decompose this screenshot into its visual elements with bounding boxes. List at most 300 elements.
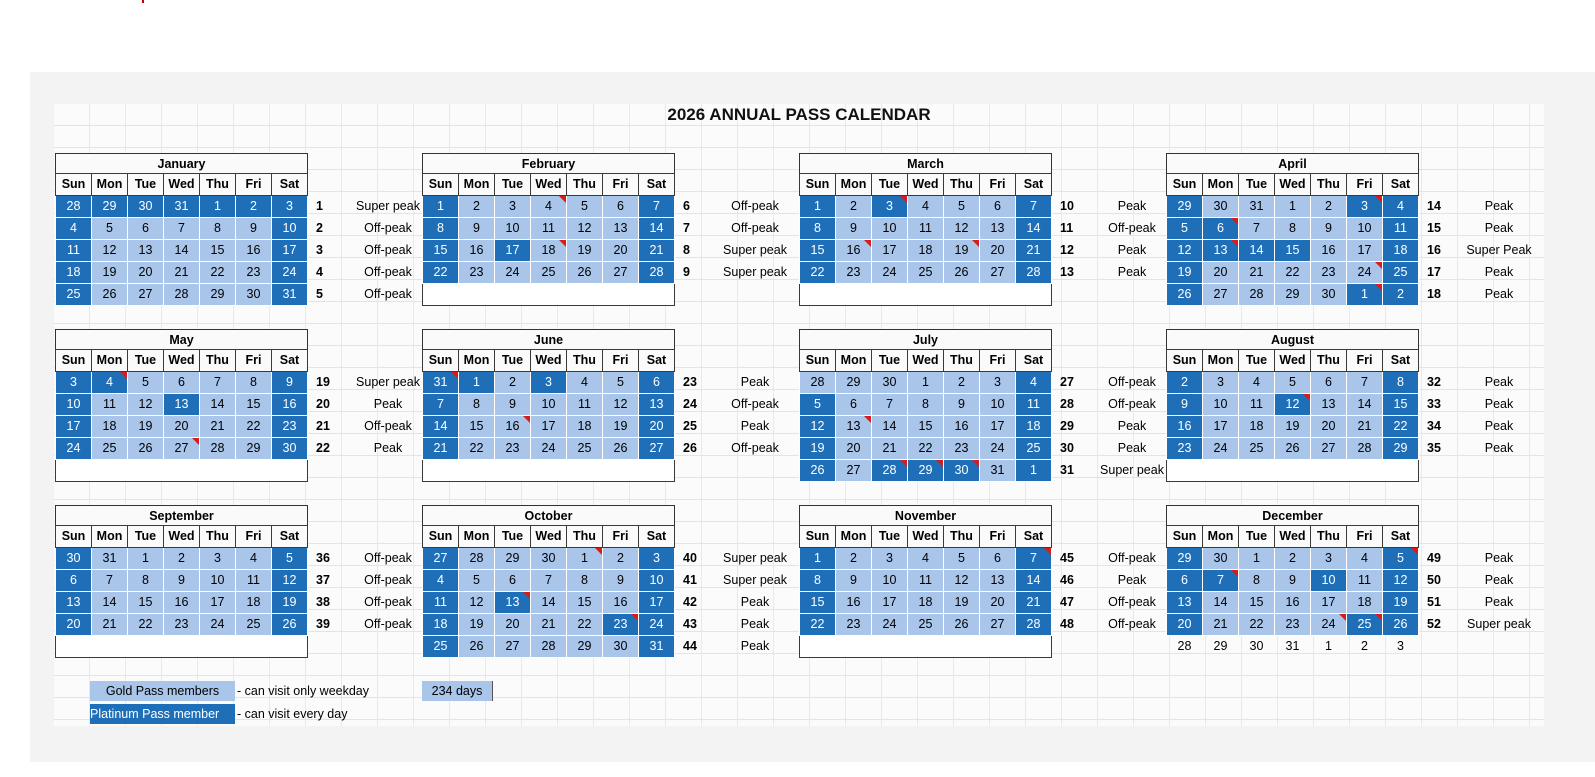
day-cell[interactable]: 2 [1167, 372, 1203, 394]
day-cell[interactable]: 4 [531, 196, 567, 218]
day-cell[interactable]: 19 [272, 592, 308, 614]
day-cell[interactable]: 31 [639, 636, 675, 658]
day-cell[interactable]: 25 [92, 438, 128, 460]
day-cell[interactable]: 20 [980, 240, 1016, 262]
day-cell[interactable]: 28 [639, 262, 675, 284]
day-cell[interactable]: 29 [495, 548, 531, 570]
day-cell[interactable]: 29 [236, 438, 272, 460]
day-cell[interactable]: 29 [836, 372, 872, 394]
day-cell[interactable]: 23 [836, 262, 872, 284]
day-cell[interactable]: 5 [1167, 218, 1203, 240]
day-cell[interactable]: 16 [1167, 416, 1203, 438]
day-cell[interactable]: 26 [272, 614, 308, 636]
day-cell[interactable]: 19 [800, 438, 836, 460]
day-cell[interactable]: 2 [1275, 548, 1311, 570]
day-cell[interactable]: 23 [836, 614, 872, 636]
day-cell[interactable]: 29 [908, 460, 944, 482]
day-cell[interactable]: 29 [1167, 548, 1203, 570]
day-cell[interactable]: 24 [872, 614, 908, 636]
day-cell[interactable]: 1 [1275, 196, 1311, 218]
day-cell[interactable]: 13 [639, 394, 675, 416]
day-cell[interactable]: 24 [272, 262, 308, 284]
day-cell[interactable]: 31 [980, 460, 1016, 482]
day-cell[interactable]: 11 [423, 592, 459, 614]
day-cell[interactable]: 22 [423, 262, 459, 284]
day-cell[interactable]: 21 [1239, 262, 1275, 284]
day-cell[interactable]: 15 [459, 416, 495, 438]
day-cell[interactable]: 17 [1203, 416, 1239, 438]
day-cell[interactable]: 20 [836, 438, 872, 460]
day-cell[interactable]: 8 [908, 394, 944, 416]
day-cell[interactable]: 5 [1383, 548, 1419, 570]
day-cell[interactable]: 7 [531, 570, 567, 592]
day-cell[interactable]: 26 [1167, 284, 1203, 306]
day-cell[interactable]: 21 [531, 614, 567, 636]
day-cell[interactable]: 7 [1239, 218, 1275, 240]
day-cell[interactable]: 23 [944, 438, 980, 460]
day-cell[interactable]: 11 [531, 218, 567, 240]
day-cell[interactable]: 19 [567, 240, 603, 262]
day-cell[interactable]: 16 [1311, 240, 1347, 262]
day-cell[interactable]: 21 [1016, 240, 1052, 262]
day-cell[interactable]: 14 [1016, 218, 1052, 240]
day-cell[interactable]: 29 [92, 196, 128, 218]
day-cell[interactable]: 11 [908, 570, 944, 592]
day-cell[interactable]: 18 [423, 614, 459, 636]
day-cell[interactable]: 7 [872, 394, 908, 416]
day-cell[interactable]: 4 [1347, 548, 1383, 570]
day-cell[interactable]: 1 [800, 196, 836, 218]
day-cell[interactable]: 30 [1249, 639, 1264, 654]
day-cell[interactable]: 26 [944, 614, 980, 636]
day-cell[interactable]: 25 [56, 284, 92, 306]
day-cell[interactable]: 16 [459, 240, 495, 262]
day-cell[interactable]: 8 [423, 218, 459, 240]
day-cell[interactable]: 9 [236, 218, 272, 240]
day-cell[interactable]: 19 [944, 240, 980, 262]
day-cell[interactable]: 14 [164, 240, 200, 262]
day-cell[interactable]: 22 [1275, 262, 1311, 284]
day-cell[interactable]: 5 [459, 570, 495, 592]
day-cell[interactable]: 13 [1203, 240, 1239, 262]
day-cell[interactable]: 23 [236, 262, 272, 284]
day-cell[interactable]: 20 [639, 416, 675, 438]
day-cell[interactable]: 24 [872, 262, 908, 284]
day-cell[interactable]: 25 [423, 636, 459, 658]
day-cell[interactable]: 24 [980, 438, 1016, 460]
day-cell[interactable]: 18 [908, 240, 944, 262]
day-cell[interactable]: 5 [944, 548, 980, 570]
day-cell[interactable]: 12 [800, 416, 836, 438]
day-cell[interactable]: 2 [164, 548, 200, 570]
day-cell[interactable]: 11 [92, 394, 128, 416]
day-cell[interactable]: 3 [1203, 372, 1239, 394]
day-cell[interactable]: 1 [459, 372, 495, 394]
day-cell[interactable]: 1 [1016, 460, 1052, 482]
day-cell[interactable]: 22 [908, 438, 944, 460]
day-cell[interactable]: 26 [603, 438, 639, 460]
day-cell[interactable]: 31 [423, 372, 459, 394]
day-cell[interactable]: 6 [56, 570, 92, 592]
day-cell[interactable]: 14 [200, 394, 236, 416]
day-cell[interactable]: 12 [603, 394, 639, 416]
day-cell[interactable]: 17 [872, 240, 908, 262]
day-cell[interactable]: 3 [1397, 639, 1404, 654]
day-cell[interactable]: 4 [56, 218, 92, 240]
day-cell[interactable]: 28 [459, 548, 495, 570]
day-cell[interactable]: 1 [1239, 548, 1275, 570]
day-cell[interactable]: 26 [1275, 438, 1311, 460]
day-cell[interactable]: 10 [872, 218, 908, 240]
day-cell[interactable]: 24 [1347, 262, 1383, 284]
day-cell[interactable]: 20 [1167, 614, 1203, 636]
day-cell[interactable]: 3 [980, 372, 1016, 394]
day-cell[interactable]: 9 [164, 570, 200, 592]
day-cell[interactable]: 17 [56, 416, 92, 438]
day-cell[interactable]: 12 [92, 240, 128, 262]
day-cell[interactable]: 24 [56, 438, 92, 460]
day-cell[interactable]: 9 [1167, 394, 1203, 416]
day-cell[interactable]: 15 [200, 240, 236, 262]
day-cell[interactable]: 13 [128, 240, 164, 262]
day-cell[interactable]: 27 [639, 438, 675, 460]
day-cell[interactable]: 29 [200, 284, 236, 306]
day-cell[interactable]: 6 [1203, 218, 1239, 240]
day-cell[interactable]: 28 [872, 460, 908, 482]
day-cell[interactable]: 7 [200, 372, 236, 394]
day-cell[interactable]: 23 [495, 438, 531, 460]
day-cell[interactable]: 7 [1016, 196, 1052, 218]
day-cell[interactable]: 16 [272, 394, 308, 416]
day-cell[interactable]: 15 [423, 240, 459, 262]
day-cell[interactable]: 18 [531, 240, 567, 262]
day-cell[interactable]: 2 [459, 196, 495, 218]
day-cell[interactable]: 6 [639, 372, 675, 394]
day-cell[interactable]: 1 [567, 548, 603, 570]
day-cell[interactable]: 8 [800, 218, 836, 240]
day-cell[interactable]: 9 [1311, 218, 1347, 240]
day-cell[interactable]: 13 [495, 592, 531, 614]
day-cell[interactable]: 18 [1239, 416, 1275, 438]
day-cell[interactable]: 4 [423, 570, 459, 592]
day-cell[interactable]: 5 [92, 218, 128, 240]
day-cell[interactable]: 18 [1347, 592, 1383, 614]
day-cell[interactable]: 4 [236, 548, 272, 570]
day-cell[interactable]: 12 [1167, 240, 1203, 262]
day-cell[interactable]: 26 [800, 460, 836, 482]
day-cell[interactable]: 7 [1347, 372, 1383, 394]
day-cell[interactable]: 13 [980, 570, 1016, 592]
day-cell[interactable]: 16 [1275, 592, 1311, 614]
day-cell[interactable]: 24 [531, 438, 567, 460]
day-cell[interactable]: 12 [944, 218, 980, 240]
day-cell[interactable]: 25 [1239, 438, 1275, 460]
day-cell[interactable]: 8 [200, 218, 236, 240]
day-cell[interactable]: 12 [459, 592, 495, 614]
day-cell[interactable]: 15 [128, 592, 164, 614]
day-cell[interactable]: 29 [1383, 438, 1419, 460]
day-cell[interactable]: 14 [531, 592, 567, 614]
day-cell[interactable]: 2 [1361, 639, 1368, 654]
day-cell[interactable]: 16 [495, 416, 531, 438]
day-cell[interactable]: 19 [92, 262, 128, 284]
day-cell[interactable]: 20 [1203, 262, 1239, 284]
day-cell[interactable]: 7 [164, 218, 200, 240]
day-cell[interactable]: 2 [603, 548, 639, 570]
day-cell[interactable]: 19 [944, 592, 980, 614]
day-cell[interactable]: 29 [1213, 639, 1228, 654]
day-cell[interactable]: 28 [1016, 262, 1052, 284]
day-cell[interactable]: 22 [1239, 614, 1275, 636]
day-cell[interactable]: 20 [980, 592, 1016, 614]
day-cell[interactable]: 27 [495, 636, 531, 658]
day-cell[interactable]: 4 [1383, 196, 1419, 218]
day-cell[interactable]: 8 [1275, 218, 1311, 240]
day-cell[interactable]: 19 [603, 416, 639, 438]
day-cell[interactable]: 15 [800, 592, 836, 614]
day-cell[interactable]: 18 [908, 592, 944, 614]
day-cell[interactable]: 25 [1383, 262, 1419, 284]
day-cell[interactable]: 9 [836, 218, 872, 240]
day-cell[interactable]: 21 [1016, 592, 1052, 614]
day-cell[interactable]: 15 [800, 240, 836, 262]
day-cell[interactable]: 18 [92, 416, 128, 438]
day-cell[interactable]: 6 [980, 548, 1016, 570]
day-cell[interactable]: 17 [1311, 592, 1347, 614]
day-cell[interactable]: 31 [164, 196, 200, 218]
day-cell[interactable]: 14 [423, 416, 459, 438]
day-cell[interactable]: 23 [459, 262, 495, 284]
day-cell[interactable]: 10 [200, 570, 236, 592]
day-cell[interactable]: 17 [495, 240, 531, 262]
day-cell[interactable]: 2 [836, 196, 872, 218]
day-cell[interactable]: 7 [1203, 570, 1239, 592]
day-cell[interactable]: 31 [1239, 196, 1275, 218]
day-cell[interactable]: 16 [836, 592, 872, 614]
day-cell[interactable]: 10 [1311, 570, 1347, 592]
day-cell[interactable]: 3 [872, 196, 908, 218]
day-cell[interactable]: 22 [236, 416, 272, 438]
day-cell[interactable]: 4 [908, 196, 944, 218]
day-cell[interactable]: 12 [272, 570, 308, 592]
day-cell[interactable]: 23 [1311, 262, 1347, 284]
day-cell[interactable]: 15 [1275, 240, 1311, 262]
day-cell[interactable]: 25 [908, 614, 944, 636]
day-cell[interactable]: 27 [423, 548, 459, 570]
day-cell[interactable]: 25 [567, 438, 603, 460]
day-cell[interactable]: 19 [128, 416, 164, 438]
day-cell[interactable]: 23 [603, 614, 639, 636]
day-cell[interactable]: 26 [459, 636, 495, 658]
day-cell[interactable]: 18 [1016, 416, 1052, 438]
day-cell[interactable]: 10 [495, 218, 531, 240]
day-cell[interactable]: 29 [1275, 284, 1311, 306]
day-cell[interactable]: 19 [1275, 416, 1311, 438]
day-cell[interactable]: 25 [531, 262, 567, 284]
day-cell[interactable]: 10 [980, 394, 1016, 416]
day-cell[interactable]: 7 [639, 196, 675, 218]
day-cell[interactable]: 22 [800, 614, 836, 636]
day-cell[interactable]: 21 [200, 416, 236, 438]
day-cell[interactable]: 3 [56, 372, 92, 394]
day-cell[interactable]: 28 [200, 438, 236, 460]
day-cell[interactable]: 9 [603, 570, 639, 592]
day-cell[interactable]: 22 [567, 614, 603, 636]
day-cell[interactable]: 7 [92, 570, 128, 592]
day-cell[interactable]: 30 [128, 196, 164, 218]
day-cell[interactable]: 8 [236, 372, 272, 394]
day-cell[interactable]: 23 [1167, 438, 1203, 460]
day-cell[interactable]: 12 [944, 570, 980, 592]
day-cell[interactable]: 2 [944, 372, 980, 394]
day-cell[interactable]: 9 [944, 394, 980, 416]
day-cell[interactable]: 29 [1167, 196, 1203, 218]
day-cell[interactable]: 8 [800, 570, 836, 592]
day-cell[interactable]: 10 [639, 570, 675, 592]
day-cell[interactable]: 4 [1016, 372, 1052, 394]
day-cell[interactable]: 24 [639, 614, 675, 636]
day-cell[interactable]: 9 [495, 394, 531, 416]
day-cell[interactable]: 14 [1016, 570, 1052, 592]
day-cell[interactable]: 25 [908, 262, 944, 284]
day-cell[interactable]: 5 [272, 548, 308, 570]
day-cell[interactable]: 24 [200, 614, 236, 636]
day-cell[interactable]: 20 [495, 614, 531, 636]
day-cell[interactable]: 27 [1311, 438, 1347, 460]
day-cell[interactable]: 30 [603, 636, 639, 658]
day-cell[interactable]: 14 [92, 592, 128, 614]
day-cell[interactable]: 8 [1383, 372, 1419, 394]
day-cell[interactable]: 5 [567, 196, 603, 218]
day-cell[interactable]: 16 [164, 592, 200, 614]
day-cell[interactable]: 26 [567, 262, 603, 284]
day-cell[interactable]: 3 [1311, 548, 1347, 570]
day-cell[interactable]: 4 [1239, 372, 1275, 394]
day-cell[interactable]: 17 [1347, 240, 1383, 262]
day-cell[interactable]: 16 [836, 240, 872, 262]
day-cell[interactable]: 12 [1383, 570, 1419, 592]
day-cell[interactable]: 9 [272, 372, 308, 394]
day-cell[interactable]: 27 [164, 438, 200, 460]
day-cell[interactable]: 21 [1203, 614, 1239, 636]
day-cell[interactable]: 30 [872, 372, 908, 394]
day-cell[interactable]: 27 [128, 284, 164, 306]
day-cell[interactable]: 20 [56, 614, 92, 636]
day-cell[interactable]: 23 [272, 416, 308, 438]
day-cell[interactable]: 27 [603, 262, 639, 284]
day-cell[interactable]: 5 [603, 372, 639, 394]
day-cell[interactable]: 28 [1239, 284, 1275, 306]
day-cell[interactable]: 30 [272, 438, 308, 460]
day-cell[interactable]: 15 [1239, 592, 1275, 614]
day-cell[interactable]: 8 [459, 394, 495, 416]
day-cell[interactable]: 13 [1311, 394, 1347, 416]
day-cell[interactable]: 13 [836, 416, 872, 438]
day-cell[interactable]: 23 [164, 614, 200, 636]
day-cell[interactable]: 28 [1016, 614, 1052, 636]
day-cell[interactable]: 15 [908, 416, 944, 438]
day-cell[interactable]: 13 [980, 218, 1016, 240]
day-cell[interactable]: 22 [800, 262, 836, 284]
day-cell[interactable]: 6 [164, 372, 200, 394]
day-cell[interactable]: 12 [1275, 394, 1311, 416]
day-cell[interactable]: 6 [836, 394, 872, 416]
day-cell[interactable]: 6 [495, 570, 531, 592]
day-cell[interactable]: 25 [1016, 438, 1052, 460]
day-cell[interactable]: 13 [603, 218, 639, 240]
day-cell[interactable]: 10 [872, 570, 908, 592]
day-cell[interactable]: 2 [495, 372, 531, 394]
day-cell[interactable]: 20 [1311, 416, 1347, 438]
day-cell[interactable]: 27 [836, 460, 872, 482]
day-cell[interactable]: 3 [272, 196, 308, 218]
day-cell[interactable]: 30 [236, 284, 272, 306]
day-cell[interactable]: 7 [423, 394, 459, 416]
day-cell[interactable]: 21 [423, 438, 459, 460]
day-cell[interactable]: 26 [92, 284, 128, 306]
day-cell[interactable]: 17 [272, 240, 308, 262]
day-cell[interactable]: 10 [56, 394, 92, 416]
day-cell[interactable]: 16 [236, 240, 272, 262]
day-cell[interactable]: 19 [459, 614, 495, 636]
day-cell[interactable]: 21 [639, 240, 675, 262]
day-cell[interactable]: 18 [1383, 240, 1419, 262]
day-cell[interactable]: 31 [92, 548, 128, 570]
day-cell[interactable]: 11 [908, 218, 944, 240]
day-cell[interactable]: 11 [236, 570, 272, 592]
day-cell[interactable]: 15 [1383, 394, 1419, 416]
day-cell[interactable]: 10 [1347, 218, 1383, 240]
day-cell[interactable]: 13 [56, 592, 92, 614]
day-cell[interactable]: 3 [639, 548, 675, 570]
day-cell[interactable]: 30 [1311, 284, 1347, 306]
day-cell[interactable]: 22 [128, 614, 164, 636]
day-cell[interactable]: 1 [1347, 284, 1383, 306]
day-cell[interactable]: 1 [423, 196, 459, 218]
day-cell[interactable]: 1 [908, 372, 944, 394]
day-cell[interactable]: 11 [1016, 394, 1052, 416]
day-cell[interactable]: 22 [200, 262, 236, 284]
day-cell[interactable]: 17 [200, 592, 236, 614]
day-cell[interactable]: 1 [800, 548, 836, 570]
day-cell[interactable]: 4 [92, 372, 128, 394]
day-cell[interactable]: 21 [872, 438, 908, 460]
day-cell[interactable]: 9 [459, 218, 495, 240]
day-cell[interactable]: 17 [639, 592, 675, 614]
day-cell[interactable]: 8 [567, 570, 603, 592]
day-cell[interactable]: 11 [567, 394, 603, 416]
day-cell[interactable]: 14 [1239, 240, 1275, 262]
days-count-cell[interactable]: 234 days [422, 681, 493, 701]
day-cell[interactable]: 6 [980, 196, 1016, 218]
day-cell[interactable]: 28 [531, 636, 567, 658]
day-cell[interactable]: 3 [1347, 196, 1383, 218]
day-cell[interactable]: 28 [1177, 639, 1192, 654]
day-cell[interactable]: 29 [567, 636, 603, 658]
day-cell[interactable]: 18 [56, 262, 92, 284]
day-cell[interactable]: 30 [531, 548, 567, 570]
day-cell[interactable]: 30 [56, 548, 92, 570]
day-cell[interactable]: 28 [56, 196, 92, 218]
day-cell[interactable]: 26 [944, 262, 980, 284]
day-cell[interactable]: 9 [836, 570, 872, 592]
day-cell[interactable]: 2 [236, 196, 272, 218]
day-cell[interactable]: 26 [1383, 614, 1419, 636]
day-cell[interactable]: 20 [128, 262, 164, 284]
day-cell[interactable]: 28 [1347, 438, 1383, 460]
day-cell[interactable]: 27 [980, 262, 1016, 284]
day-cell[interactable]: 27 [1203, 284, 1239, 306]
